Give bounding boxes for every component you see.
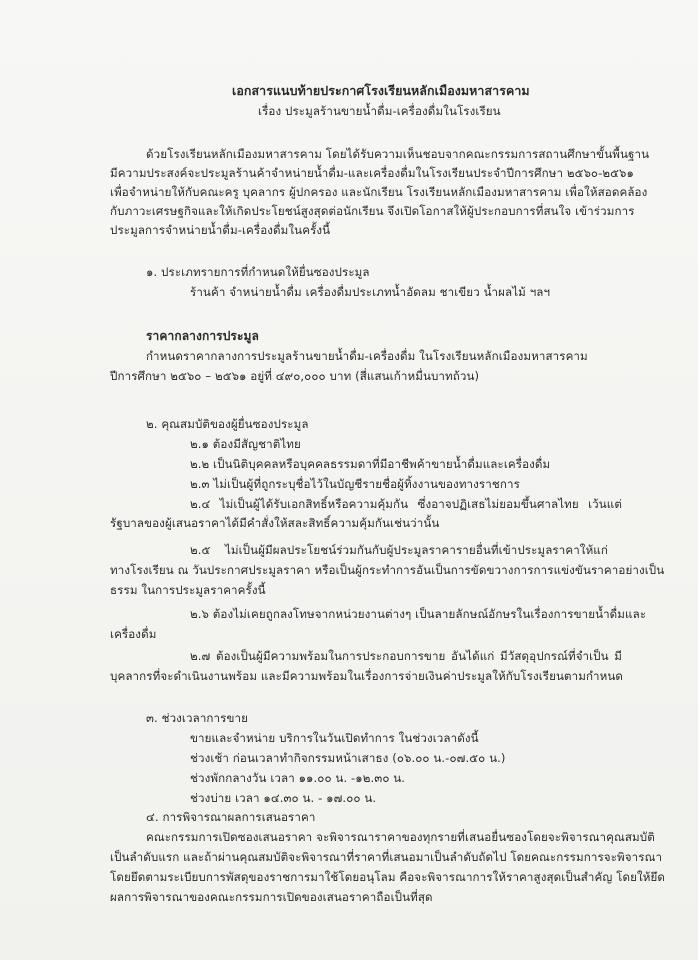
section2-heading: ๒. คุณสมบัติของผู้ยื่นซองประมูล [146, 417, 309, 431]
qualification-item-cont: ทางโรงเรียน ณ วันประกาศประมูลราคา หรือเป็นผู้กระทำการอันเป็นการขัดขวางการการแข่งขันราคาอย่างเป็น [110, 563, 665, 577]
qualification-item-cont: บุคลากรที่จะดำเนินงานพร้อม และมีความพร้อมในเรื่องการจ่ายเงินค่าประมูลให้กับโรงเรียนตามกำหนด [110, 669, 624, 683]
evaluation-line: เป็นลำดับแรก และถ้าผ่านคุณสมบัติจะพิจารณาที่ราคาที่เสนอมาเป็นลำดับถัดไป โดยคณะกรรมการจะพิจารณา [110, 850, 663, 864]
intro-line: ด้วยโรงเรียนหลักเมืองมหาสารคาม โดยได้รับความเห็นชอบจากคณะกรรมการสถานศึกษาขั้นพื้นฐาน [146, 147, 650, 161]
intro-line: มีความประสงค์จะประมูลร้านค้าจำหน่ายน้ำดื่ม-และเครื่องดื่มในโรงเรียนประจำปีการศึกษา ๒๕๖๐-๒๕๖๑ [110, 166, 634, 180]
qualification-item-cont: เครื่องดื่ม [110, 627, 157, 641]
intro-line: ประมูลการจำหน่ายน้ำดื่ม-เครื่องดื่มในครั้งนี้ [110, 223, 331, 237]
intro-line: เพื่อจำหน่ายให้กับคณะครู บุคลากร ผู้ปกครอง และนักเรียน โรงเรียนหลักเมืองมหาสารคาม เพื่อให้สอดคล้อง [110, 185, 648, 199]
sales-time-item: ช่วงเช้า ก่อนเวลาทำกิจกรรมหน้าเสาธง (๐๖.๐๐ น.-๐๗.๕๐ น.) [190, 751, 506, 765]
sales-time-item: ช่วงบ่าย เวลา ๑๔.๓๐ น. - ๑๗.๐๐ น. [190, 791, 377, 805]
qualification-item: ๒.๕ ไม่เป็นผู้มีผลประโยชน์ร่วมกันกับผู้ประมูลราคารายอื่นที่เข้าประมูลราคาให้แก่ [190, 543, 608, 557]
qualification-item: ๒.๖ ต้องไม่เคยถูกลงโทษจากหน่วยงานต่างๆ เป็นลายลักษณ์อักษรในเรื่องการขายน้ำดื่มและ [190, 607, 647, 621]
median-price-line: กำหนดราคากลางการประมูลร้านขายน้ำดื่ม-เครื่องดื่ม ในโรงเรียนหลักเมืองมหาสารคาม [146, 349, 588, 363]
section3-heading: ๓. ช่วงเวลาการขาย [146, 711, 249, 725]
section4-heading: ๔. การพิจารณาผลการเสนอราคา [146, 810, 316, 824]
qualification-item: ๒.๗ ต้องเป็นผู้มีความพร้อมในการประกอบการขาย อันได้แก่ มีวัสดุอุปกรณ์ที่จำเป็น มี [190, 649, 622, 663]
qualification-item: ๒.๓ ไม่เป็นผู้ที่ถูกระบุชื่อไว้ในบัญชีรายชื่อผู้ทิ้งงานของทางราชการ [190, 477, 520, 491]
evaluation-line: คณะกรรมการเปิดซองเสนอราคา จะพิจารณาราคาของทุกรายที่เสนอยื่นซองโดยจะพิจารณาคุณสมบัติ [146, 830, 655, 844]
median-price-heading: ราคากลางการประมูล [146, 329, 259, 343]
evaluation-line: ผลการพิจารณาของคณะกรรมการเปิดของเสนอราคาถือเป็นที่สุด [110, 890, 433, 904]
document-title: เอกสารแนบท้ายประกาศโรงเรียนหลักเมืองมหาสารคาม [232, 83, 530, 98]
qualification-item-cont: รัฐบาลของผู้เสนอราคาได้มีคำสั่งให้สละสิทธิ์ความคุ้มกันเช่นว่านั้น [110, 516, 440, 530]
intro-line: กับภาวะเศรษฐกิจและให้เกิดประโยชน์สูงสุดต่อนักเรียน จึงเปิดโอกาสให้ผู้ประกอบการที่สนใจ เข้าร่วมการ [110, 204, 635, 218]
section1-body: ร้านค้า จำหน่ายน้ำดื่ม เครื่องดื่มประเภทน้ำอัดลม ชาเขียว น้ำผลไม้ ฯลฯ [190, 285, 551, 299]
section1-heading: ๑. ประเภทรายการที่กำหนดให้ยื่นซองประมูล [146, 265, 370, 279]
median-price-line: ปีการศึกษา ๒๕๖๐ – ๒๕๖๑ อยู่ที่ ๔๙๐,๐๐๐ บาท (สี่แสนเก้าหมื่นบาทถ้วน) [110, 369, 480, 383]
qualification-item: ๒.๑ ต้องมีสัญชาติไทย [190, 437, 301, 451]
document-subtitle: เรื่อง ประมูลร้านขายน้ำดื่ม-เครื่องดื่มในโรงเรียน [258, 104, 501, 118]
sales-time-item: ช่วงพักกลางวัน เวลา ๑๑.๐๐ น. -๑๒.๓๐ น. [190, 771, 406, 785]
qualification-item: ๒.๔ ไม่เป็นผู้ได้รับเอกสิทธิ์หรือความคุ้มกัน ซึ่งอาจปฏิเสธไม่ยอมขึ้นศาลไทย เว้นแต่ [190, 497, 622, 511]
qualification-item-cont: ธรรม ในการประมูลราคาครั้งนี้ [110, 583, 266, 597]
qualification-item: ๒.๒ เป็นนิติบุคคลหรือบุคคลธรรมดาที่มีอาชีพค้าขายน้ำดื่มและเครื่องดื่ม [190, 457, 551, 471]
sales-time-item: ขายและจำหน่าย บริการในวันเปิดทำการ ในช่วงเวลาดังนี้ [190, 731, 479, 745]
evaluation-line: โดยยึดตามระเบียบการพัสดุของราชการมาใช้โดยอนุโลม คือจะพิจารณาการให้ราคาสูงสุดเป็นสำคัญ โดยให้ยึด [110, 870, 665, 884]
